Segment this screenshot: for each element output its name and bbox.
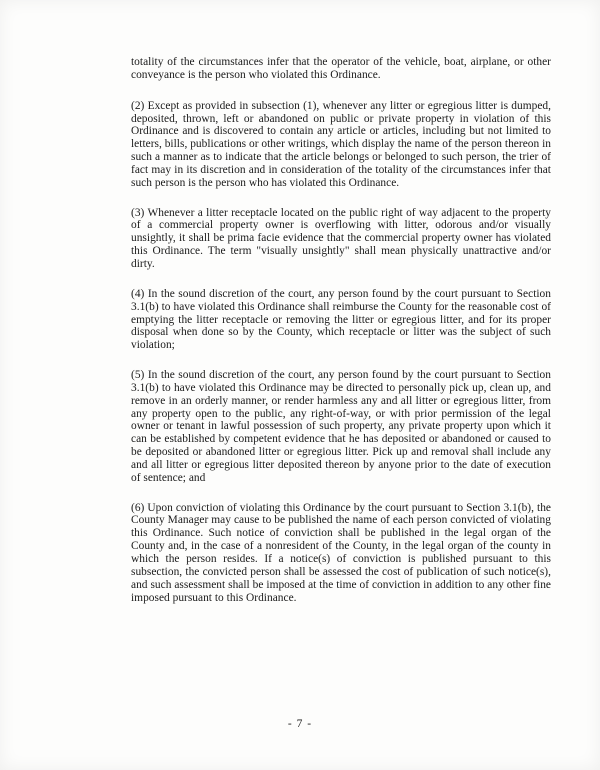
- paragraph-4: (4) In the sound discretion of the court, any person found by the court pursuant to Section 3.1(b) to have violated this Ordinance shall reimburse the County for the reasonable cost of emptying the litter receptacle or removing the litter or egregious litter, and for its proper disposal when done so by the County, which receptacle or litter was the subject of such violation;: [131, 287, 551, 352]
- paragraph-3: (3) Whenever a litter receptacle located on the public right of way adjacent to the property of a commercial property owner is overflowing with litter, odorous and/or visually unsightly, it shall be prima facie evidence that the commercial property owner has violated this Ordinance. The term "visually unsightly" shall mean physically unattractive and/or dirty.: [131, 206, 551, 270]
- page-number: - 7 -: [287, 718, 313, 730]
- paragraph-5: (5) In the sound discretion of the court, any person found by the court pursuant to Section 3.1(b) to have violated this Ordinance may be directed to personally pick up, clean up, and remove in an orderly manner, or render harmless any and all litter or egregious litter, from any property open to the public, any right-of-way, or with prior permission of the legal owner or tenant in lawful possession of such property, any private property upon which it can be established by competent evidence that he has deposited or abandoned or caused to be deposited or abandoned litter or egregious litter. Pick up and removal shall include any and all litter or egregious litter deposited thereon by anyone prior to the date of execution of sentence; and: [131, 369, 551, 484]
- page-body: [131, 56, 551, 621]
- paragraph-2: (2) Except as provided in subsection (1), whenever any litter or egregious litter is dumped, deposited, thrown, left or abandoned on public or private property in violation of this Ordinance and is discovered to contain any article or articles, including but not limited to letters, bills, publications or other writings, which display the name of the person thereon in such a manner as to indicate that the article belongs or belonged to such person, the trier of fact may in its discretion and in consideration of the totality of the circumstances infer that such person is the person who has violated this Ordinance.: [131, 99, 551, 189]
- paragraph-continuation: totality of the circumstances infer that the operator of the vehicle, boat, airplane, or other conveyance is the person who violated this Ordinance.: [131, 56, 551, 81]
- paragraph-6: (6) Upon conviction of violating this Ordinance by the court pursuant to Section 3.1(b), the County Manager may cause to be published the name of each person convicted of violating this Ordinance. Such notice of conviction shall be published in the legal organ of the County and, in the case of a nonresident of the County, in the legal organ of the county in which the person resides. If a notice(s) of conviction is published pursuant to this subsection, the convicted person shall be assessed the cost of publication of such notice(s), and such assessment shall be imposed at the time of conviction in addition to any other fine imposed pursuant to this Ordinance.: [131, 501, 551, 604]
